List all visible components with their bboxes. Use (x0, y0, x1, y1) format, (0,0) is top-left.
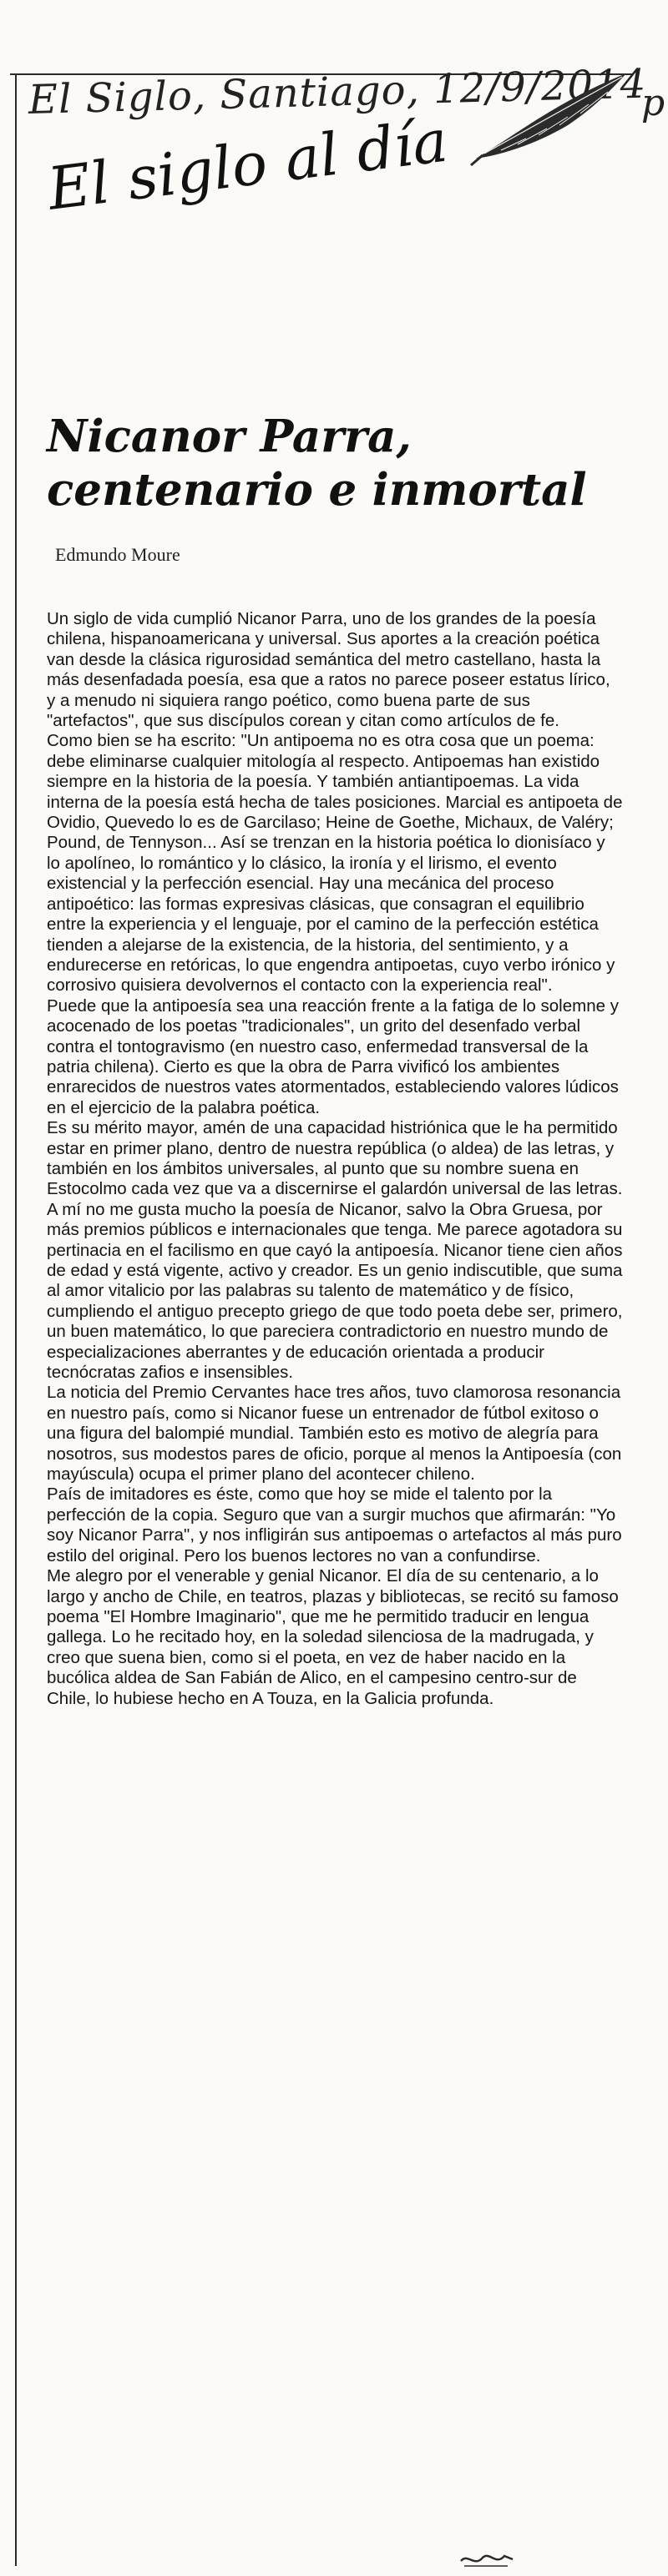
article-paragraph: Como bien se ha escrito: "Un antipoema no es otra cosa que un poema: debe eliminarse cualquier mitología al respecto. Antipoemas han existido siempre en la historia de la poesía. Y también antiantipoemas. La vida interna de la poesía está hecha de tales posiciones. Marcial es antipoeta de Ovidio, Quevedo lo es de Garcilaso; Heine de Goethe, Michaux, de Valéry; Pound, de Tennyson... Así se trenzan en la historia poética lo dionisíaco y lo apolíneo, lo romántico y lo clásico, la ironía y el lirismo, el evento existencial y la perfección esencial. Hay una mecánica del proceso antipoético: las formas expresivas clásicas, que consagran el equilibrio entre la experiencia y el lenguaje, por el camino de la perfección estética tienden a alejarse de la existencia, de la historia, del sentimiento, y a endurecerse en retóricas, lo que engendra antipoetas, cuyo verbo irónico y corrosivo quisiera devolvernos el contacto con la experiencia real". (47, 731, 623, 996)
quill-pen-icon (468, 67, 635, 175)
article-paragraph: Me alegro por el venerable y genial Nicanor. El día de su centenario, a lo largo y ancho de Chile, en teatros, plazas y bibliotecas, se recitó su famoso poema "El Hombre Imaginario", que me he permitido traducir en lengua gallega. Lo he recitado hoy, en la soledad silenciosa de la madrugada, y creo que suena bien, como si el poeta, en vez de haber nacido en la bucólica aldea de San Fabián de Alico, en el campesino centro-sur de Chile, lo hubiese hecho en A Touza, en la Galicia profunda. (47, 1566, 619, 1708)
article-author: Edmundo Moure (55, 544, 180, 565)
left-column-rule (15, 75, 17, 2566)
article-paragraph: Puede que la antipoesía sea una reacción frente a la fatiga de lo solemne y acocenado de los poetas "tradicionales", un grito del desenfado verbal contra el tontogravismo (en nuestro caso, enfermedad transversal de la patria chilena). Cierto es que la obra de Parra vivificó los ambientes enrarecidos de nuestros vates atormentados, estableciendo valores lúdicos en el ejercicio de la palabra poética. (47, 996, 619, 1117)
handwritten-source-annotation: El Siglo, Santiago, 12/9/2014 (28, 60, 647, 124)
article-paragraph: A mí no me gusta mucho la poesía de Nicanor, salvo la Obra Gruesa, por más premios públicos e internacionales que tenga. Me parece agotadora su pertinacia en el facilismo en que cayó la antipoesía. Nicanor tiene cien años de edad y está vigente, activo y creador. Es un genio indiscutible, que suma al amor vitalicio por las palabras su talento de matemático y de físico, cumpliendo el antiguo precepto griego de que todo poeta debe ser, primero, un buen matemático, lo que pareciera contradictorio en nuestro mundo de especializaciones aberrantes y de educación orientada a producir tecnócratas zafios e insensibles. (47, 1199, 623, 1383)
end-of-article-mark-icon (458, 2549, 516, 2569)
section-title: El siglo al día (44, 106, 452, 224)
handwritten-side-mark: p (641, 82, 665, 124)
article-body (47, 609, 623, 1709)
article-paragraph: Un siglo de vida cumplió Nicanor Parra, uno de los grandes de la poesía chilena, hispanoamericana y universal. Sus aportes a la creación poética van desde la clásica rigurosidad semántica del metro castellano, hasta la más desenfadada poesía, esa que a ratos no parece poseer estatus lírico, y a menudo ni siquiera rango poético, como buena parte de sus "artefactos", que sus discípulos corean y citan como artículos de fe. (47, 609, 610, 731)
article-paragraph: Es su mérito mayor, amén de una capacidad histriónica que le ha permitido estar en primer plano, dentro de nuestra república (o aldea) de las letras, y también en los ámbitos universales, al punto que su nombre suena en Estocolmo cada vez que va a discernirse el galardón universal de las letras. (47, 1118, 623, 1199)
article-paragraph: La noticia del Premio Cervantes hace tres años, tuvo clamorosa resonancia en nuestro país, como si Nicanor fuese un entrenador de fútbol exitoso o una figura del balompié mundial. También esto es motivo de alegría para nosotros, sus modestos pares de oficio, porque al menos la Antipoesía (con mayúscula) ocupa el primer plano del acontecer chileno. (47, 1383, 622, 1485)
article-paragraph: País de imitadores es éste, como que hoy se mide el talento por la perfección de la copia. Seguro que van a surgir muchos que afirmarán: "Yo soy Nicanor Parra", y nos infligirán sus antipoemas o artefactos al más puro estilo del original. Pero los buenos lectores no van a confundirse. (47, 1485, 622, 1565)
article-headline: Nicanor Parra, centenario e inmortal (47, 410, 587, 516)
